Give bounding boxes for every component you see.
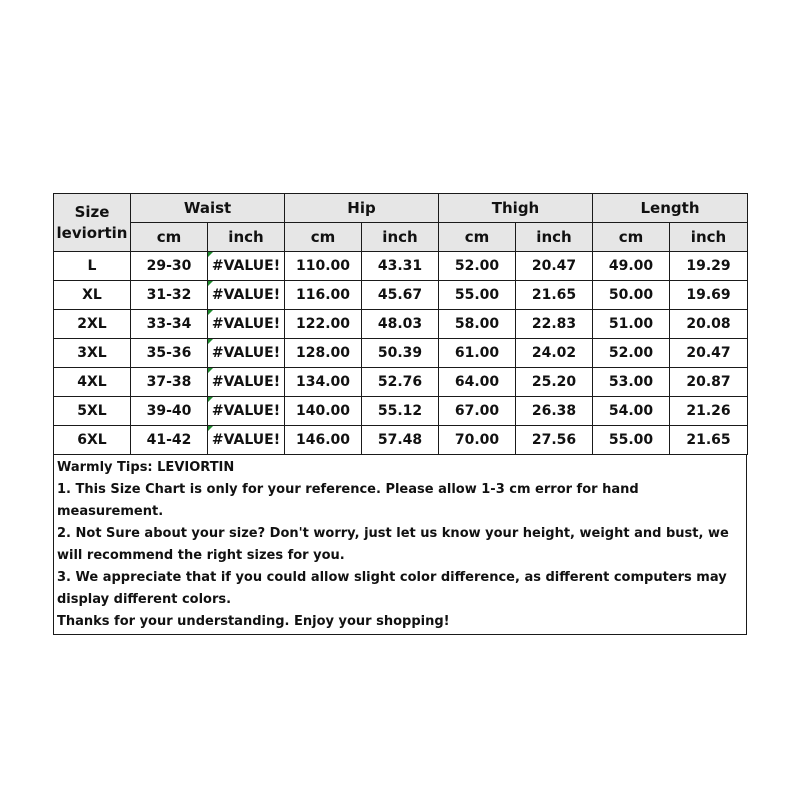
- table-body: [54, 252, 748, 455]
- group-header-hip: Hip: [285, 194, 439, 223]
- size-cell: 4XL: [54, 368, 131, 397]
- size-header-line-2: leviortin: [56, 223, 128, 242]
- unit-header-thigh-inch: inch: [516, 223, 593, 252]
- cell-waist-cm: [131, 281, 208, 310]
- cell-length-cm: [593, 252, 670, 281]
- tips-title: Warmly Tips: LEVIORTIN: [57, 460, 235, 475]
- table-row: [54, 426, 748, 455]
- unit-header-length-cm: cm: [593, 223, 670, 252]
- cell-value: 35-36: [146, 345, 192, 361]
- cell-length-inch: [670, 397, 748, 426]
- cell-value: 19.29: [686, 258, 731, 274]
- cell-value: 49.00: [608, 258, 654, 274]
- cell-value: 54.00: [608, 403, 654, 419]
- cell-thigh-inch: [516, 368, 593, 397]
- cell-length-inch: [670, 281, 748, 310]
- cell-value: 24.02: [531, 345, 577, 361]
- cell-hip-cm: [285, 281, 362, 310]
- cell-length-cm: [593, 281, 670, 310]
- table-row: [54, 252, 748, 281]
- cell-value: 53.00: [608, 374, 654, 390]
- tip-closing: Thanks for your understanding. Enjoy your shopping!: [57, 614, 450, 629]
- cell-thigh-inch: [516, 310, 593, 339]
- cell-value: #VALUE!: [211, 345, 281, 361]
- cell-waist-cm: [131, 310, 208, 339]
- cell-waist-cm: [131, 339, 208, 368]
- size-cell: 5XL: [54, 397, 131, 426]
- cell-value: 21.65: [531, 287, 577, 303]
- cell-value: 20.87: [686, 374, 731, 390]
- cell-length-cm: [593, 426, 670, 455]
- cell-hip-cm: [285, 252, 362, 281]
- group-header-thigh: Thigh: [439, 194, 593, 223]
- cell-waist-inch: [208, 426, 285, 455]
- cell-value: 116.00: [295, 287, 351, 303]
- cell-value: 39-40: [146, 403, 192, 419]
- table-row: [54, 281, 748, 310]
- size-cell: 2XL: [54, 310, 131, 339]
- size-column-header: [54, 194, 131, 252]
- cell-hip-cm: [285, 310, 362, 339]
- unit-header-hip-inch: inch: [362, 223, 439, 252]
- cell-value: 140.00: [295, 403, 351, 419]
- cell-waist-cm: [131, 368, 208, 397]
- cell-value: 50.39: [377, 345, 423, 361]
- cell-value: 26.38: [531, 403, 577, 419]
- cell-length-inch: [670, 339, 748, 368]
- size-header-line-1: Size: [74, 202, 110, 221]
- cell-value: 146.00: [295, 432, 351, 448]
- cell-value: 58.00: [454, 316, 500, 332]
- cell-value: 31-32: [146, 287, 192, 303]
- cell-length-inch: [670, 426, 748, 455]
- tip-line-3: 3. We appreciate that if you could allow slight color difference, as different computers may display different colors.: [57, 570, 727, 607]
- error-indicator-icon: [208, 281, 213, 286]
- group-header-waist: Waist: [131, 194, 285, 223]
- cell-value: 55.00: [608, 432, 654, 448]
- cell-value: 64.00: [454, 374, 500, 390]
- tips-box: [53, 455, 747, 635]
- cell-thigh-cm: [439, 281, 516, 310]
- error-indicator-icon: [208, 368, 213, 373]
- cell-value: #VALUE!: [211, 287, 281, 303]
- cell-value: 20.47: [686, 345, 731, 361]
- cell-hip-cm: [285, 368, 362, 397]
- tip-line-1: 1. This Size Chart is only for your reference. Please allow 1-3 cm error for hand measurement.: [57, 482, 639, 519]
- cell-value: 52.76: [377, 374, 423, 390]
- cell-length-inch: [670, 252, 748, 281]
- cell-waist-inch: [208, 368, 285, 397]
- cell-length-inch: [670, 368, 748, 397]
- cell-value: 61.00: [454, 345, 500, 361]
- cell-thigh-cm: [439, 426, 516, 455]
- cell-value: 33-34: [146, 316, 192, 332]
- cell-value: 20.08: [686, 316, 731, 332]
- cell-thigh-inch: [516, 339, 593, 368]
- cell-value: 22.83: [531, 316, 577, 332]
- cell-value: 55.12: [377, 403, 423, 419]
- cell-value: 29-30: [146, 258, 192, 274]
- table-row: [54, 368, 748, 397]
- cell-value: #VALUE!: [211, 432, 281, 448]
- cell-waist-cm: [131, 426, 208, 455]
- cell-thigh-inch: [516, 281, 593, 310]
- error-indicator-icon: [208, 426, 213, 431]
- size-chart: [53, 193, 747, 635]
- unit-header-waist-inch: inch: [208, 223, 285, 252]
- cell-value: 52.00: [608, 345, 654, 361]
- cell-waist-inch: [208, 310, 285, 339]
- cell-value: 122.00: [295, 316, 351, 332]
- cell-waist-inch: [208, 339, 285, 368]
- cell-thigh-cm: [439, 252, 516, 281]
- cell-value: 21.65: [686, 432, 731, 448]
- cell-value: #VALUE!: [211, 258, 281, 274]
- cell-value: 37-38: [146, 374, 192, 390]
- cell-value: 52.00: [454, 258, 500, 274]
- cell-value: 67.00: [454, 403, 500, 419]
- size-cell: 3XL: [54, 339, 131, 368]
- cell-value: 20.47: [531, 258, 577, 274]
- table-row: [54, 310, 748, 339]
- cell-length-cm: [593, 310, 670, 339]
- cell-length-cm: [593, 339, 670, 368]
- table-row: [54, 397, 748, 426]
- cell-value: 41-42: [146, 432, 192, 448]
- cell-thigh-cm: [439, 339, 516, 368]
- error-indicator-icon: [208, 310, 213, 315]
- size-cell: XL: [54, 281, 131, 310]
- unit-header-waist-cm: cm: [131, 223, 208, 252]
- cell-hip-inch: [362, 252, 439, 281]
- cell-value: 55.00: [454, 287, 500, 303]
- cell-value: 50.00: [608, 287, 654, 303]
- cell-value: #VALUE!: [211, 374, 281, 390]
- cell-hip-inch: [362, 368, 439, 397]
- cell-value: #VALUE!: [211, 403, 281, 419]
- cell-thigh-cm: [439, 310, 516, 339]
- cell-hip-cm: [285, 339, 362, 368]
- cell-thigh-cm: [439, 368, 516, 397]
- cell-value: 57.48: [377, 432, 423, 448]
- cell-value: 43.31: [377, 258, 423, 274]
- cell-thigh-inch: [516, 397, 593, 426]
- cell-value: 51.00: [608, 316, 654, 332]
- group-header-length: Length: [593, 194, 748, 223]
- table-row: [54, 339, 748, 368]
- cell-length-cm: [593, 397, 670, 426]
- cell-value: 25.20: [531, 374, 577, 390]
- cell-hip-inch: [362, 310, 439, 339]
- cell-value: #VALUE!: [211, 316, 281, 332]
- cell-value: 110.00: [295, 258, 351, 274]
- size-cell: 6XL: [54, 426, 131, 455]
- unit-header-hip-cm: cm: [285, 223, 362, 252]
- cell-value: 21.26: [686, 403, 731, 419]
- unit-header-thigh-cm: cm: [439, 223, 516, 252]
- cell-thigh-cm: [439, 397, 516, 426]
- cell-hip-cm: [285, 426, 362, 455]
- cell-value: 27.56: [531, 432, 577, 448]
- cell-value: 134.00: [295, 374, 351, 390]
- cell-length-inch: [670, 310, 748, 339]
- cell-value: 45.67: [377, 287, 423, 303]
- cell-value: 70.00: [454, 432, 500, 448]
- error-indicator-icon: [208, 397, 213, 402]
- cell-hip-cm: [285, 397, 362, 426]
- cell-thigh-inch: [516, 426, 593, 455]
- cell-hip-inch: [362, 339, 439, 368]
- cell-thigh-inch: [516, 252, 593, 281]
- cell-waist-inch: [208, 281, 285, 310]
- cell-waist-cm: [131, 252, 208, 281]
- cell-hip-inch: [362, 281, 439, 310]
- size-cell: L: [54, 252, 131, 281]
- cell-value: 128.00: [295, 345, 351, 361]
- cell-hip-inch: [362, 426, 439, 455]
- cell-value: 19.69: [686, 287, 731, 303]
- cell-waist-cm: [131, 397, 208, 426]
- cell-hip-inch: [362, 397, 439, 426]
- error-indicator-icon: [208, 339, 213, 344]
- unit-header-length-inch: inch: [670, 223, 748, 252]
- cell-value: 48.03: [377, 316, 423, 332]
- cell-length-cm: [593, 368, 670, 397]
- tip-line-2: 2. Not Sure about your size? Don't worry, just let us know your height, weight and bust, we will recommend the right sizes for you.: [57, 526, 729, 563]
- cell-waist-inch: [208, 252, 285, 281]
- error-indicator-icon: [208, 252, 213, 257]
- size-table: [53, 193, 748, 455]
- cell-waist-inch: [208, 397, 285, 426]
